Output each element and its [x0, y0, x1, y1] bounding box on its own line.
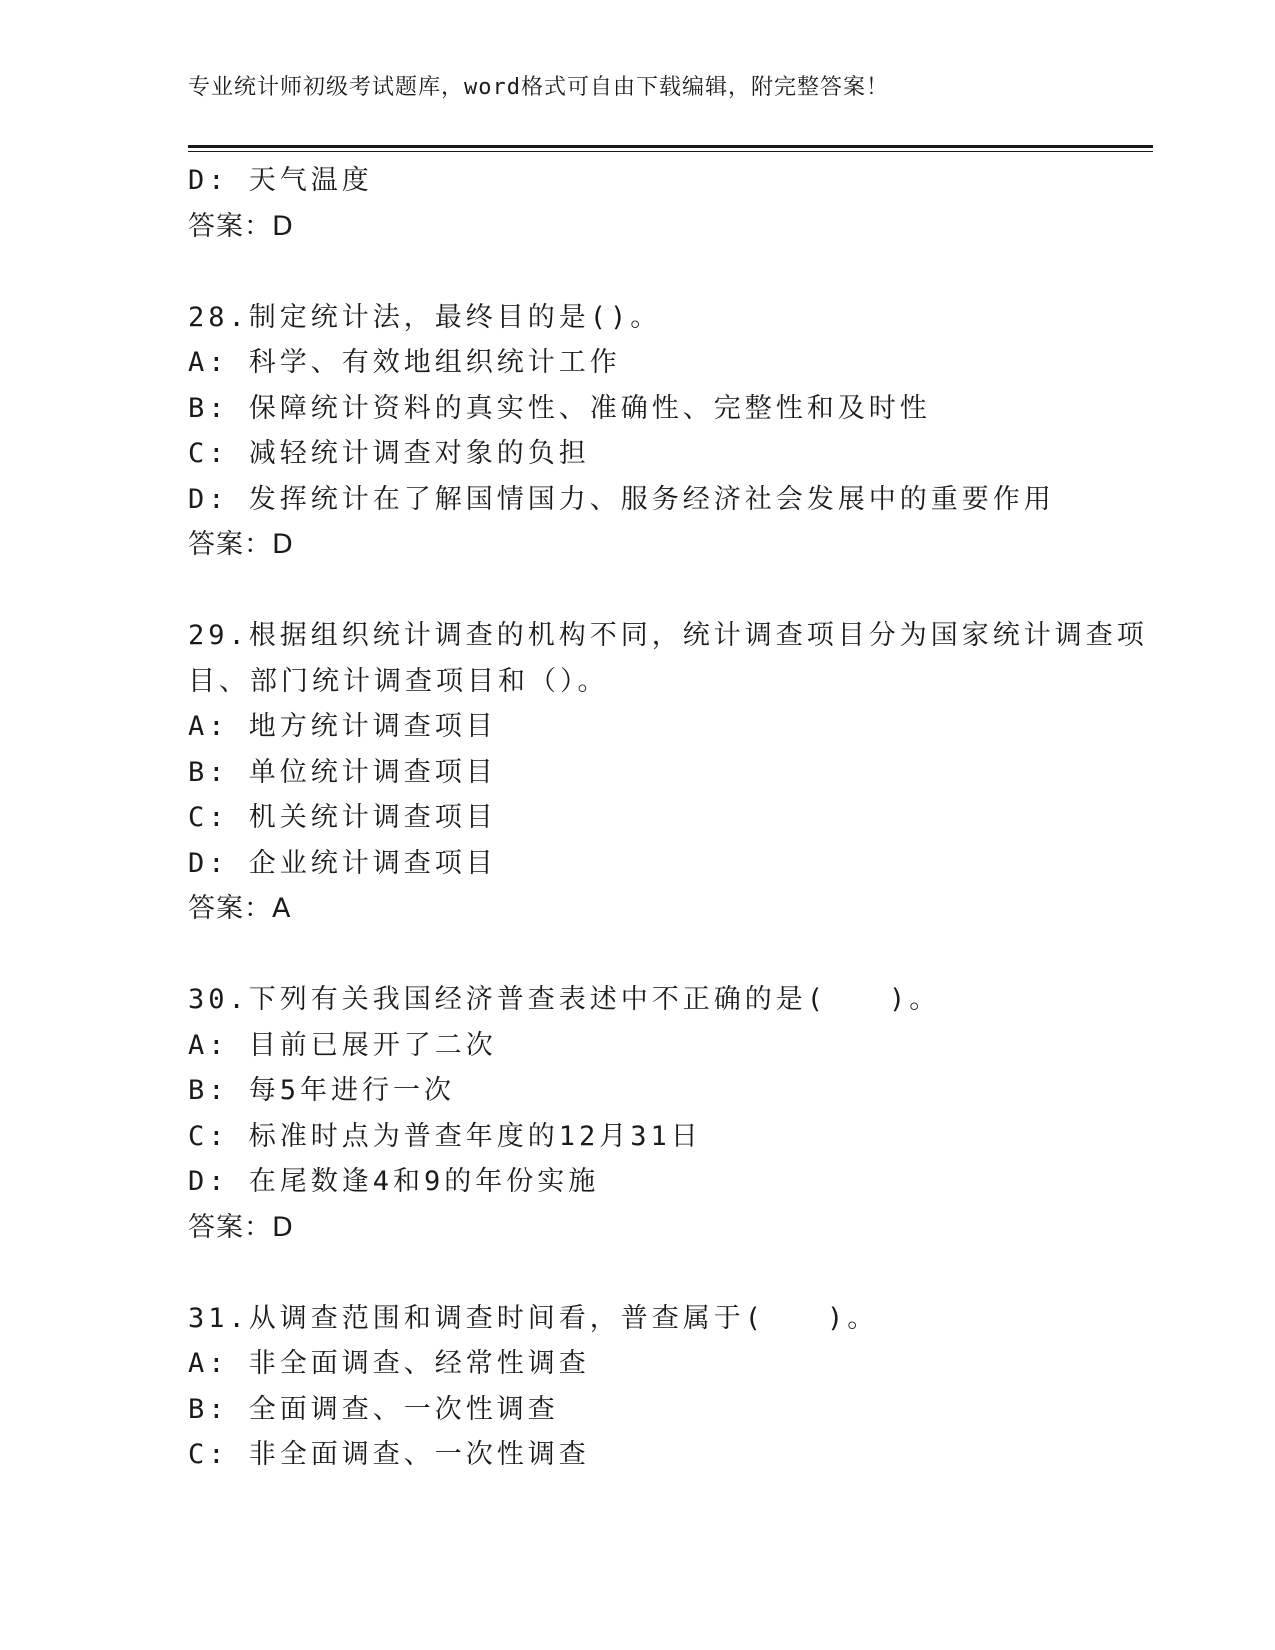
question-stem-line-2: 目、部门统计调查项目和（）。	[188, 665, 609, 697]
option-a: A: 目前已展开了二次	[188, 1029, 497, 1061]
answer: 答案：D	[188, 1211, 294, 1243]
header-rule-thin	[188, 151, 1153, 152]
q27-option-d: D: 天气温度	[188, 165, 373, 196]
option-d: D: 发挥统计在了解国情国力、服务经济社会发展中的重要作用	[188, 483, 1055, 515]
spacer	[188, 249, 1118, 295]
option-c: C: 非全面调查、一次性调查	[188, 1439, 590, 1470]
option-b: B: 全面调查、一次性调查	[188, 1393, 559, 1425]
question-stem-line-1: 29.根据组织统计调查的机构不同，统计调查项目分为国家统计调查项	[188, 620, 1148, 651]
q27-answer: 答案：D	[188, 210, 294, 242]
option-a: A: 地方统计调查项目	[188, 711, 497, 742]
spacer	[188, 1250, 1118, 1296]
option-a: A: 科学、有效地组织统计工作	[188, 347, 621, 378]
option-c: C: 标准时点为普查年度的12月31日	[188, 1120, 702, 1152]
answer: 答案：D	[188, 529, 294, 560]
option-c: C: 机关统计调查项目	[188, 802, 497, 833]
option-b: B: 每5年进行一次	[188, 1075, 456, 1106]
option-b: B: 保障统计资料的真实性、准确性、完整性和及时性	[188, 392, 931, 424]
answer: 答案：A	[188, 893, 292, 924]
question-31	[188, 1296, 1118, 1478]
option-b: B: 单位统计调查项目	[188, 756, 497, 788]
header-rule-thick	[188, 145, 1153, 148]
spacer	[188, 568, 1118, 614]
document-body	[188, 158, 1148, 1478]
option-d: D: 在尾数逢4和9的年份实施	[188, 1166, 600, 1197]
question-stem: 31.从调查范围和调查时间看，普查属于( )。	[188, 1302, 879, 1334]
question-29	[188, 613, 1148, 932]
option-c: C: 减轻统计调查对象的负担	[188, 438, 590, 469]
question-stem: 30.下列有关我国经济普查表述中不正确的是( )。	[188, 984, 941, 1015]
option-a: A: 非全面调查、经常性调查	[188, 1348, 590, 1379]
question-stem: 28.制定统计法，最终目的是()。	[188, 301, 662, 333]
spacer	[188, 932, 1118, 978]
question-28	[188, 295, 1118, 568]
question-30	[188, 977, 1118, 1250]
page-header: 专业统计师初级考试题库，word格式可自由下载编辑，附完整答案！	[188, 75, 889, 100]
option-d: D: 企业统计调查项目	[188, 847, 497, 879]
